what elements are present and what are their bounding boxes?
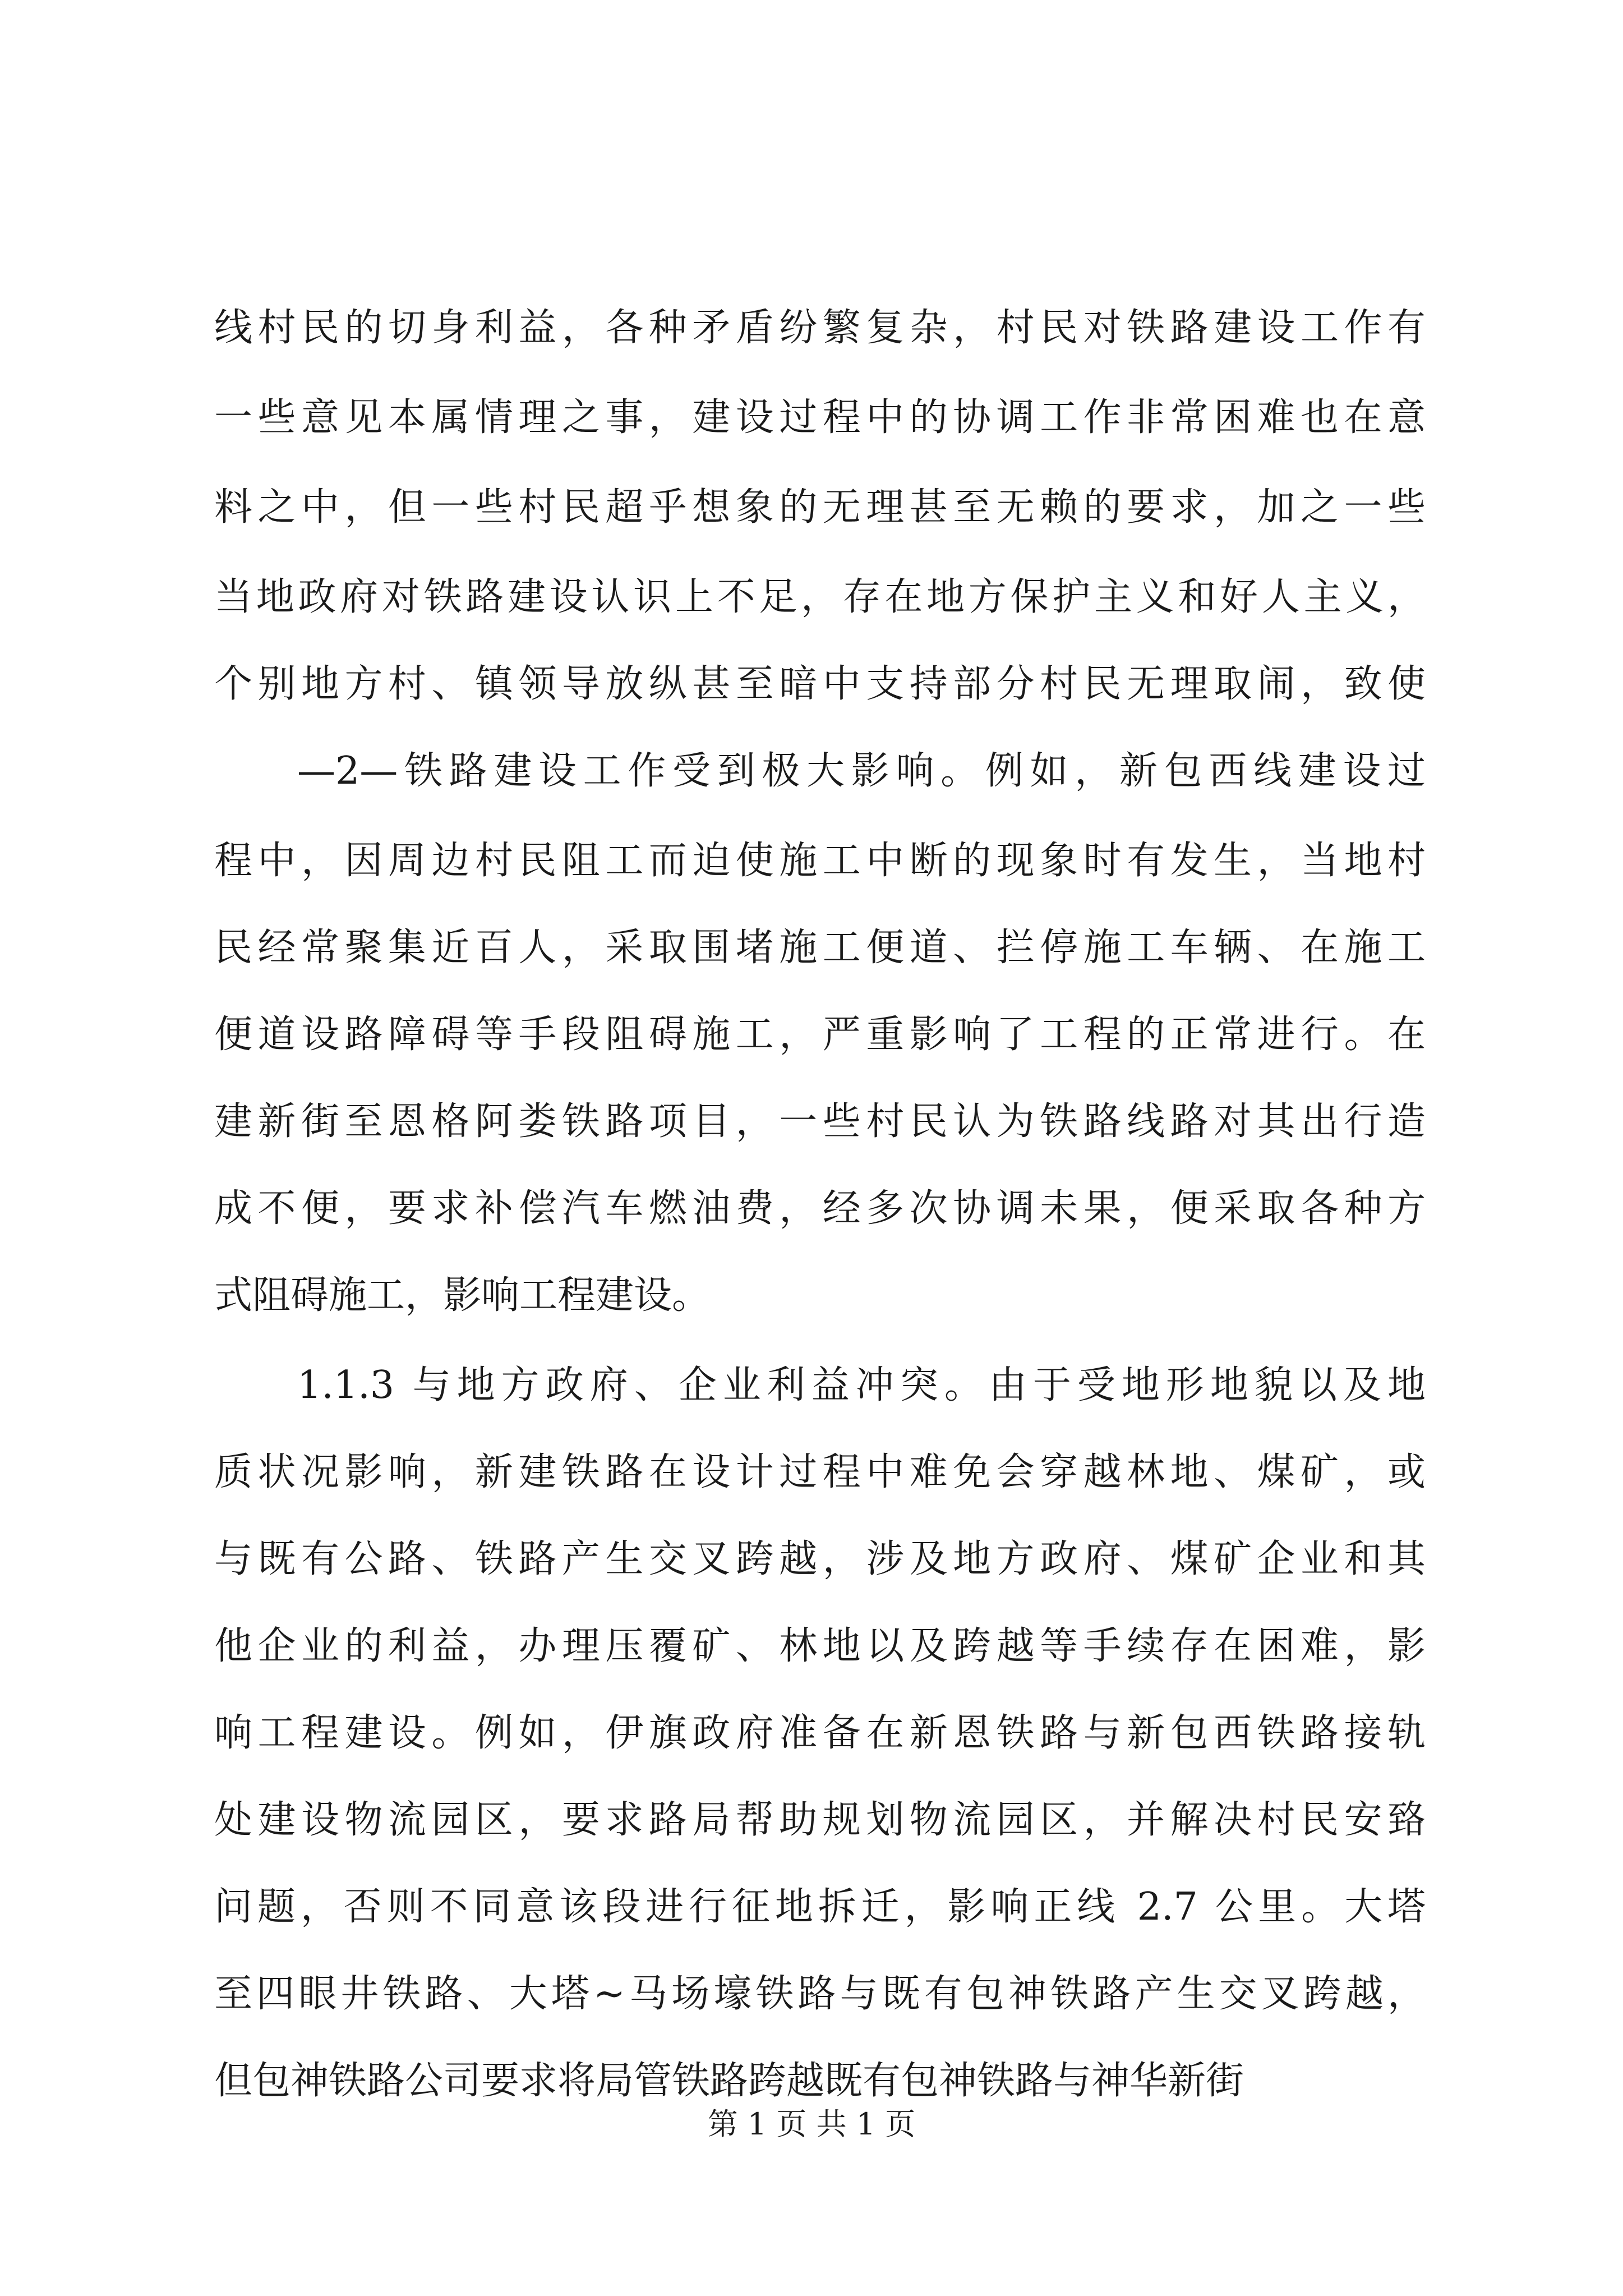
text-line: 响工程建设。例如，伊旗政府准备在新恩铁路与新包西铁路接轨	[214, 1711, 1426, 1755]
text-line: 成不便，要求补偿汽车燃油费，经多次协调未果，便采取各种方	[214, 1186, 1426, 1231]
text-line: 但包神铁路公司要求将局管铁路跨越既有包神铁路与神华新街	[214, 2059, 1244, 2103]
text-line: 式阻碍施工，影响工程建设。	[214, 1273, 711, 1318]
text-line: 建新街至恩格阿娄铁路项目，一些村民认为铁路线路对其出行造	[214, 1099, 1426, 1144]
text-line: 至四眼井铁路、大塔~马场壕铁路与既有包神铁路产生交叉跨越，	[214, 1972, 1426, 2016]
text-line: 处建设物流园区，要求路局帮助规划物流园区，并解决村民安臵	[214, 1798, 1426, 1842]
text-line: 程中，因周边村民阻工而迫使施工中断的现象时有发生，当地村	[214, 839, 1426, 883]
text-line: 民经常聚集近百人，采取围堵施工便道、拦停施工车辆、在施工	[214, 926, 1426, 970]
text-line: 1.1.3 与地方政府、企业利益冲突。由于受地形地貌以及地	[297, 1363, 1426, 1407]
text-line: 质状况影响，新建铁路在设计过程中难免会穿越林地、煤矿，或	[214, 1450, 1426, 1494]
text-line: 个别地方村、镇领导放纵甚至暗中支持部分村民无理取闹，致使	[214, 662, 1426, 706]
text-line: 便道设路障碍等手段阻碍施工，严重影响了工程的正常进行。在	[214, 1013, 1426, 1057]
text-line: 他企业的利益，办理压覆矿、林地以及跨越等手续存在困难，影	[214, 1624, 1426, 1668]
text-line: —2—铁路建设工作受到极大影响。例如，新包西线建设过	[297, 749, 1426, 793]
page-footer: 第 1 页 共 1 页	[707, 2106, 916, 2142]
text-line: 料之中，但一些村民超乎想象的无理甚至无赖的要求，加之一些	[214, 485, 1426, 530]
text-line: 一些意见本属情理之事，建设过程中的协调工作非常困难也在意	[214, 395, 1426, 440]
text-line: 问题，否则不同意该段进行征地拆迁，影响正线 2.7 公里。大塔	[214, 1885, 1426, 1929]
text-line: 与既有公路、铁路产生交叉跨越，涉及地方政府、煤矿企业和其	[214, 1537, 1426, 1581]
text-line: 当地政府对铁路建设认识上不足，存在地方保护主义和好人主义，	[214, 575, 1426, 619]
text-line: 线村民的切身利益，各种矛盾纷繁复杂，村民对铁路建设工作有	[214, 306, 1426, 350]
